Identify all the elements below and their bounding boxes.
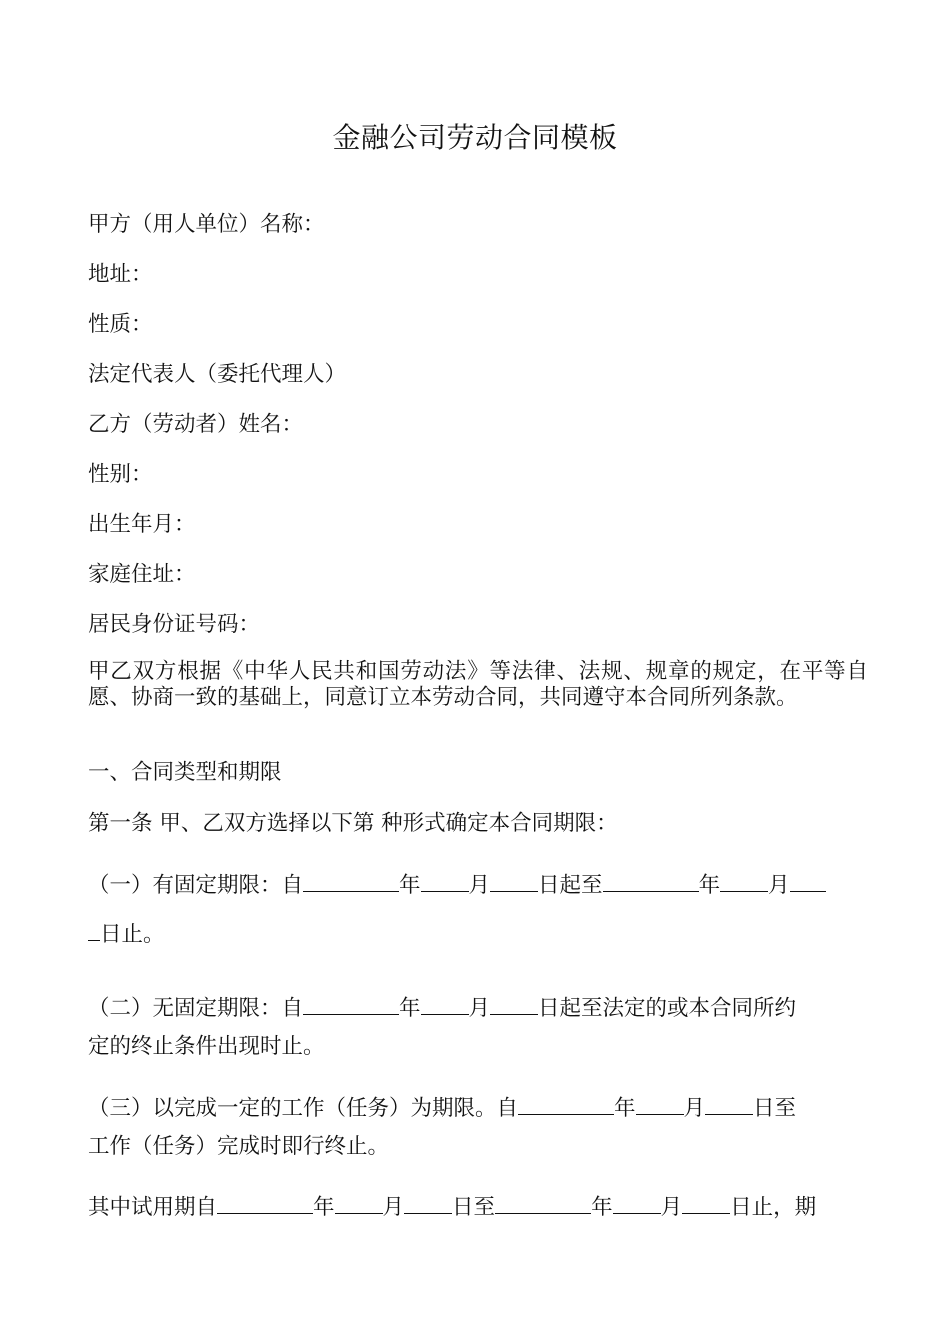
day-end-label: 日止。 (100, 922, 165, 947)
blank-field (490, 994, 538, 1015)
task-term-tail: 日至 (753, 1096, 797, 1121)
preamble-paragraph: 甲乙双方根据《中华人民共和国劳动法》等法律、法规、规章的规定，在平等自愿、协商一致的基础上，同意订立本劳动合同，共同遵守本合同所列条款。 (88, 659, 868, 710)
fixed-term-option (88, 871, 878, 900)
gender-field: 性别： (88, 462, 153, 487)
month-label: 月 (382, 1195, 405, 1220)
task-term-option (88, 1094, 878, 1123)
fixed-term-option-end (88, 920, 878, 949)
blank-field (613, 1193, 661, 1214)
legal-representative-field: 法定代表人（委托代理人） (88, 362, 347, 387)
fixed-term-label: （一）有固定期限：自 (88, 873, 304, 898)
task-term-option-line2: 工作（任务）完成时即行终止。 (88, 1134, 390, 1159)
month-label: 月 (468, 996, 491, 1021)
month-label: 月 (768, 873, 790, 898)
blank-field (335, 1193, 383, 1214)
year-label: 年 (614, 1096, 636, 1121)
open-ended-option-line2: 定的终止条件出现时止。 (88, 1034, 325, 1059)
open-ended-label: （二）无固定期限：自 (88, 996, 304, 1021)
blank-field (421, 994, 469, 1015)
section-heading: 一、合同类型和期限 (88, 760, 282, 785)
blank-field (88, 920, 100, 941)
month-label: 月 (468, 873, 491, 898)
probation-period (88, 1193, 878, 1222)
blank-field (720, 871, 768, 892)
blank-field (636, 1094, 684, 1115)
blank-field (303, 871, 399, 892)
article-one: 第一条 甲、乙双方选择以下第 种形式确定本合同期限： (88, 811, 618, 836)
probation-to-label: 日至 (452, 1195, 496, 1220)
blank-field (682, 1193, 730, 1214)
home-address-field: 家庭住址： (88, 562, 196, 587)
year-label: 年 (591, 1195, 613, 1220)
open-ended-tail: 日起至法定的或本合同所约 (538, 996, 797, 1021)
employee-name-field: 乙方（劳动者）姓名： (88, 412, 304, 437)
probation-tail: 日止，期 (730, 1195, 817, 1220)
blank-field (421, 871, 469, 892)
blank-field (404, 1193, 452, 1214)
year-label: 年 (399, 873, 421, 898)
blank-field (490, 871, 538, 892)
blank-field (303, 994, 399, 1015)
year-label: 年 (399, 996, 421, 1021)
nature-field: 性质： (88, 312, 153, 337)
blank-field (603, 871, 699, 892)
birth-date-field: 出生年月： (88, 512, 196, 537)
blank-field (790, 871, 826, 892)
blank-field (705, 1094, 753, 1115)
blank-field (495, 1193, 591, 1214)
document-title: 金融公司劳动合同模板 (332, 121, 618, 154)
month-label: 月 (683, 1096, 706, 1121)
employer-name-field: 甲方（用人单位）名称： (88, 212, 325, 237)
day-from-label: 日起至 (538, 873, 603, 898)
blank-field (518, 1094, 614, 1115)
probation-label: 其中试用期自 (88, 1195, 218, 1220)
blank-field (217, 1193, 313, 1214)
year-label: 年 (698, 873, 721, 898)
month-label: 月 (660, 1195, 683, 1220)
id-number-field: 居民身份证号码： (88, 612, 261, 637)
address-field: 地址： (88, 262, 153, 287)
task-term-label: （三）以完成一定的工作（任务）为期限。自 (88, 1096, 519, 1121)
open-ended-option (88, 994, 878, 1023)
year-label: 年 (313, 1195, 335, 1220)
